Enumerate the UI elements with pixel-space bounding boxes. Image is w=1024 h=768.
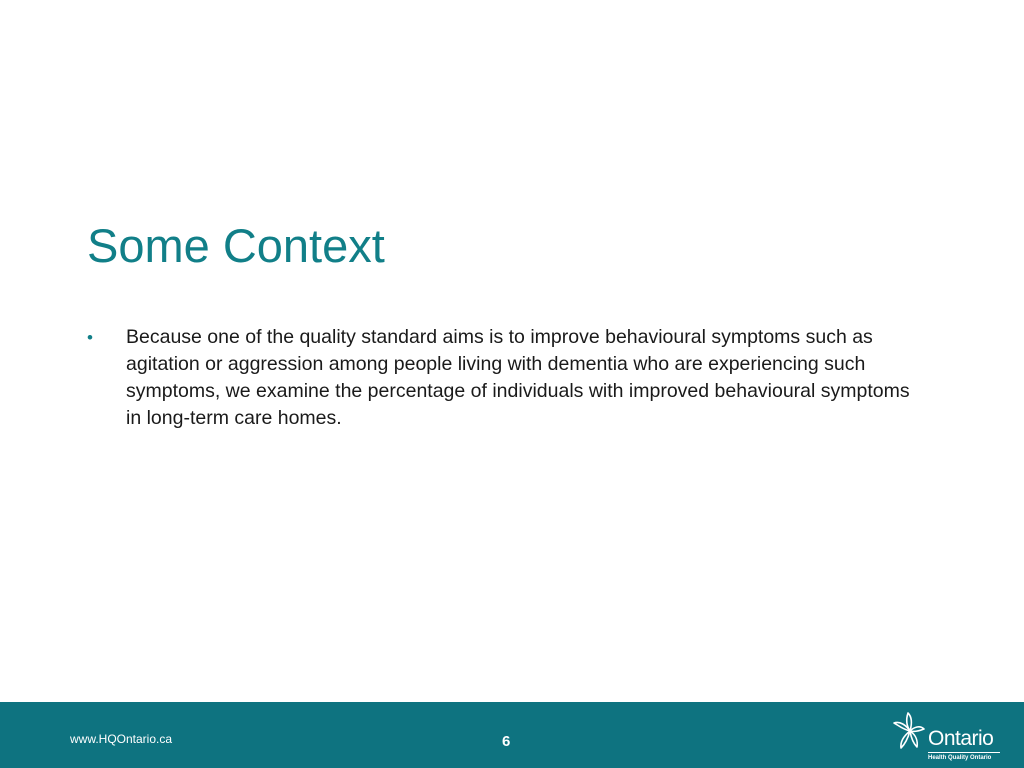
slide-title: Some Context bbox=[87, 219, 385, 272]
logo-divider bbox=[928, 752, 1000, 753]
logo-subtitle: Health Quality Ontario bbox=[928, 755, 992, 761]
ontario-logo bbox=[890, 711, 1008, 763]
footer-url: www.HQOntario.ca bbox=[70, 732, 173, 746]
trillium-icon bbox=[890, 711, 930, 751]
footer-band bbox=[0, 702, 1024, 768]
bullet-text: Because one of the quality standard aims is to improve behavioural symptoms such as agitation or aggression among people living with dementia who are experiencing such symptoms, we examine the percentage of individuals with improved behavioural symptoms in long-term care homes. bbox=[126, 326, 910, 429]
bullet-list bbox=[87, 324, 927, 432]
bullet-marker: • bbox=[87, 328, 93, 347]
logo-wordmark: Ontario bbox=[928, 727, 994, 750]
bullet-item bbox=[87, 324, 927, 432]
page-number: 6 bbox=[502, 733, 511, 750]
